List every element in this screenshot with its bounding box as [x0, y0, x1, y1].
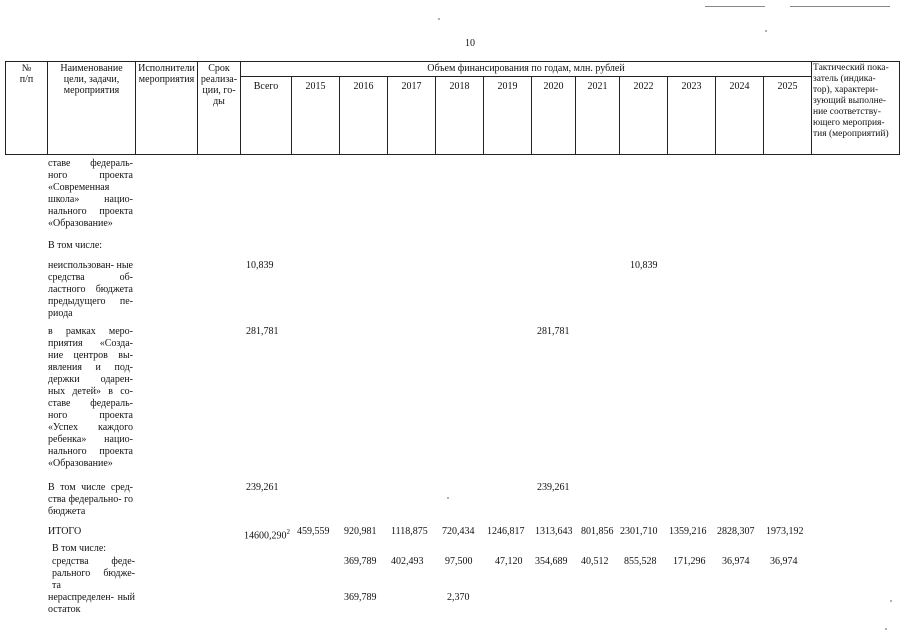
- cell-2017: 402,493: [391, 556, 424, 567]
- col-border: [240, 61, 241, 155]
- cell-total-value: 14600,290: [244, 530, 287, 542]
- col-border: [899, 61, 900, 155]
- cell-2020: 354,689: [535, 556, 568, 567]
- col-border: [811, 61, 812, 155]
- header-year: 2020: [543, 81, 564, 92]
- cell-total: [244, 526, 290, 542]
- cell-2018: 2,370: [447, 592, 470, 603]
- cell-total: 281,781: [246, 326, 279, 337]
- cell-2016: 369,789: [344, 556, 377, 567]
- cell-2024: 2828,307: [717, 526, 755, 537]
- header-top-border: [5, 61, 899, 62]
- cell-2024: 36,974: [722, 556, 750, 567]
- row-label: ставе федераль- ного проекта «Современная школа» нацио- нального проекта «Образование»: [48, 158, 133, 229]
- row-label: В том числе:: [52, 543, 107, 554]
- scan-artifact-line: [790, 6, 890, 7]
- cell-2020: 239,261: [537, 482, 570, 493]
- scan-speck: [438, 18, 440, 20]
- header-year: 2023: [681, 81, 702, 92]
- row-label: средства феде- рального бюдже- та: [52, 556, 135, 591]
- cell-2023: 1359,216: [669, 526, 707, 537]
- header-bottom-border: [5, 154, 899, 155]
- cell-2017: 1118,875: [391, 526, 428, 537]
- row-label: В том числе сред- ства федерально- го бюджета: [48, 482, 133, 517]
- header-year: 2025: [777, 81, 798, 92]
- cell-2020: 1313,643: [535, 526, 573, 537]
- cell-2020: 281,781: [537, 326, 570, 337]
- header-executors: Исполнители мероприятия: [138, 63, 195, 85]
- header-year: 2024: [729, 81, 750, 92]
- header-num: № п/п: [19, 63, 34, 85]
- cell-2025: 36,974: [770, 556, 798, 567]
- scan-artifact-line: [705, 6, 765, 7]
- cell-2021: 40,512: [581, 556, 609, 567]
- cell-2016: 920,981: [344, 526, 377, 537]
- cell-total-footnote: 2: [286, 528, 290, 536]
- cell-total: 10,839: [246, 260, 274, 271]
- cell-2019: 1246,817: [487, 526, 525, 537]
- cell-2018: 97,500: [445, 556, 473, 567]
- header-year: 2021: [587, 81, 608, 92]
- cell-total: 239,261: [246, 482, 279, 493]
- header-year: 2015: [305, 81, 326, 92]
- scan-speck: [765, 30, 767, 32]
- row-label: В том числе:: [48, 240, 103, 251]
- row-label-total: ИТОГО: [48, 526, 82, 537]
- header-total: Всего: [253, 81, 279, 92]
- page-number: 10: [465, 38, 475, 49]
- row-label: в рамках меро- приятия «Созда- ние центров вы- явления и под- держки одарен- ных детей» в со- ставе федераль- ного проекта «Успех каждого ребенка» нацио- нального проекта «Образование»: [48, 326, 133, 469]
- cell-2021: 801,856: [581, 526, 614, 537]
- cell-2023: 171,296: [673, 556, 706, 567]
- header-year: 2018: [449, 81, 470, 92]
- header-funding-title: Объем финансирования по годам, млн. рублей: [427, 63, 625, 74]
- row-label: нераспределен- ный остаток: [48, 592, 135, 615]
- cell-2022: 2301,710: [620, 526, 658, 537]
- row-label: неиспользован- ные средства об- ластного бюджета предыдущего пе- риода: [48, 260, 133, 319]
- header-indicator: Тактический пока- затель (индика- тор), характери- зующий выполне- ние соответству- ющего мероприя- тия (мероприятий): [813, 63, 889, 139]
- header-year-divider: [240, 76, 812, 77]
- scan-speck: [447, 497, 449, 499]
- cell-2019: 47,120: [495, 556, 523, 567]
- header-year: 2017: [401, 81, 422, 92]
- cell-2022: 10,839: [630, 260, 658, 271]
- header-name: Наименование цели, задачи, мероприятия: [60, 63, 123, 96]
- header-year: 2019: [497, 81, 518, 92]
- header-year: 2022: [633, 81, 654, 92]
- cell-2016: 369,789: [344, 592, 377, 603]
- cell-2018: 720,434: [442, 526, 475, 537]
- cell-2025: 1973,192: [766, 526, 804, 537]
- header-term: Срок реализа- ции, го- ды: [200, 63, 238, 107]
- cell-2015: 459,559: [297, 526, 330, 537]
- scan-speck: [890, 600, 892, 602]
- header-year: 2016: [353, 81, 374, 92]
- cell-2022: 855,528: [624, 556, 657, 567]
- scan-speck: [885, 628, 887, 630]
